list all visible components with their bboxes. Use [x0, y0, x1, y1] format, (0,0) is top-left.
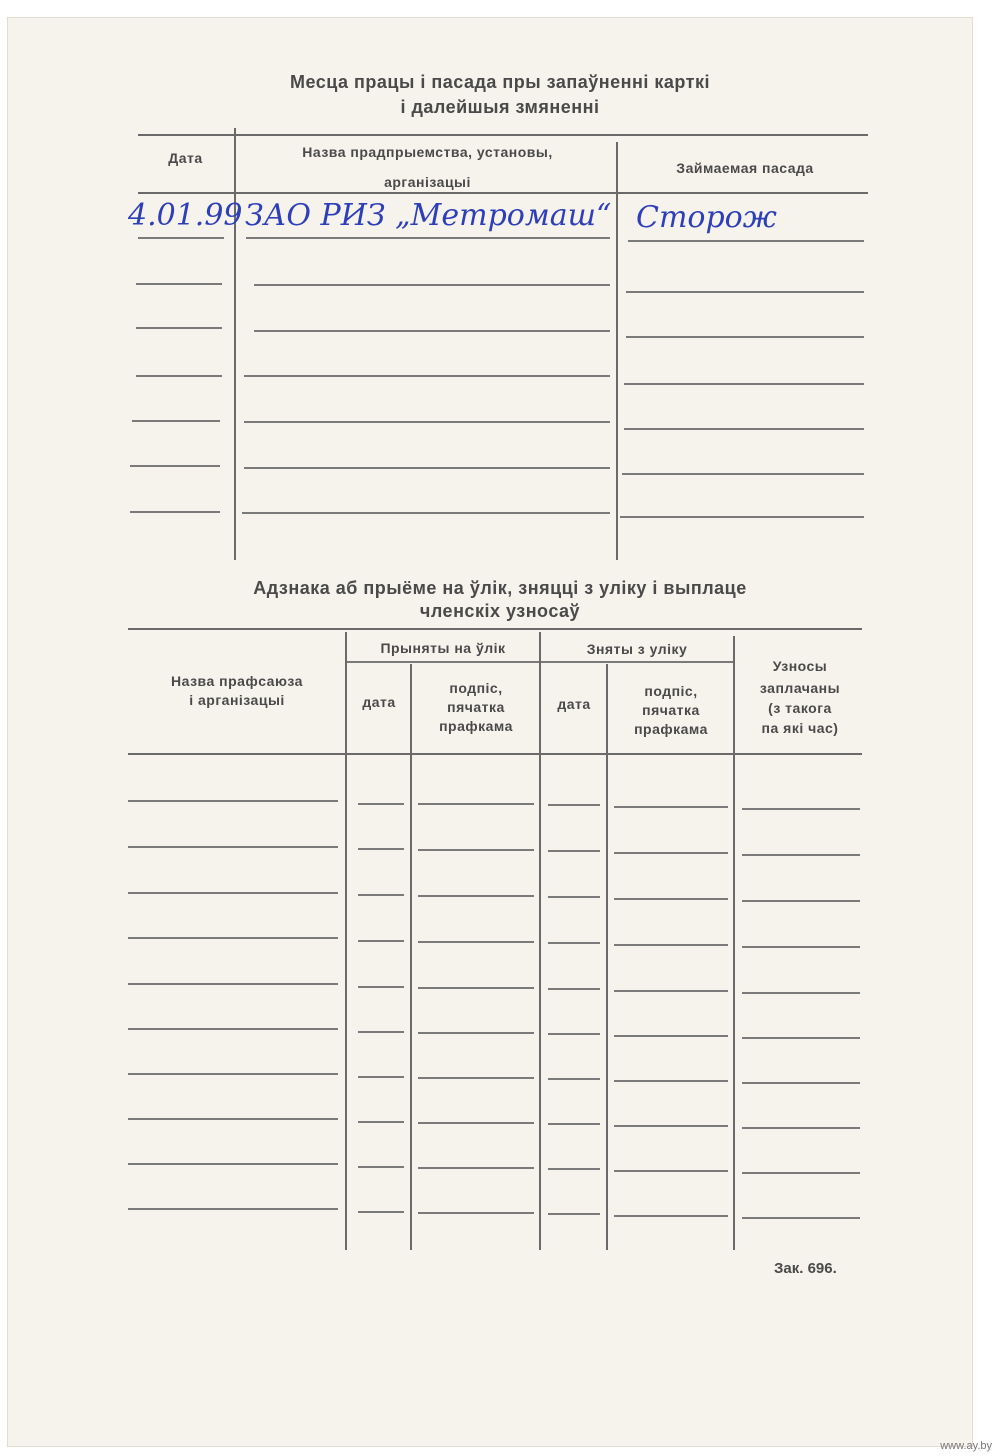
section1-title-line2: і далейшыя змяненні [400, 97, 600, 117]
sub-header-sign-accepted-line2: пячатка [447, 699, 505, 715]
entry-org: ЗАО РИЗ „Метромаш“ [245, 198, 612, 233]
group-header-removed: Зняты з уліку [586, 641, 688, 657]
group-header-accepted: Прыняты на ўлік [380, 640, 506, 656]
section1-title-line1: Месца працы і пасада пры запаўненні карткі [289, 72, 711, 92]
col-header-org-line1: Назва прадпрыемства, установы, [302, 144, 553, 160]
sub-header-date-accepted: дата [362, 694, 396, 710]
section2-title-line2: членскіх узносаў [419, 601, 581, 621]
entry-date: 4.01.99 [128, 198, 243, 233]
order-number: Зак. 696. [774, 1260, 837, 1277]
entry-position: Сторож [636, 200, 777, 235]
col-header-org-line2: арганізацыі [384, 174, 471, 190]
section2-title-line1: Адзнака аб прыёме на ўлік, зняцці з уліку і выплаце [253, 578, 747, 598]
col-header-position: Займаемая пасада [676, 160, 814, 176]
sub-header-sign-removed-line1: подпіс, [644, 683, 698, 699]
watermark: www.ay.by [940, 1440, 992, 1452]
section2-top-rule [128, 628, 862, 630]
col-header-fees-line3: (з такога [768, 700, 832, 716]
col-header-fees-line1: Узносы [772, 658, 828, 674]
col-header-union-line2: і арганізацыі [189, 692, 285, 708]
col-header-fees-line4: па які час) [761, 720, 839, 736]
section1-divider-1 [234, 128, 236, 560]
sub-header-sign-accepted-line3: прафкама [439, 718, 513, 734]
section1-top-rule [138, 134, 868, 136]
section1-header-rule [138, 192, 868, 194]
section1-divider-2 [616, 142, 618, 560]
sub-header-sign-removed-line3: прафкама [634, 721, 708, 737]
col-header-union-line1: Назва прафсаюза [171, 673, 303, 689]
col-header-date: Дата [168, 150, 203, 166]
section2-header-rule [128, 753, 862, 755]
sub-header-sign-accepted-line1: подпіс, [449, 680, 503, 696]
sub-header-date-removed: дата [557, 696, 591, 712]
sub-header-sign-removed-line2: пячатка [642, 702, 700, 718]
col-header-fees-line2: заплачаны [759, 680, 841, 696]
